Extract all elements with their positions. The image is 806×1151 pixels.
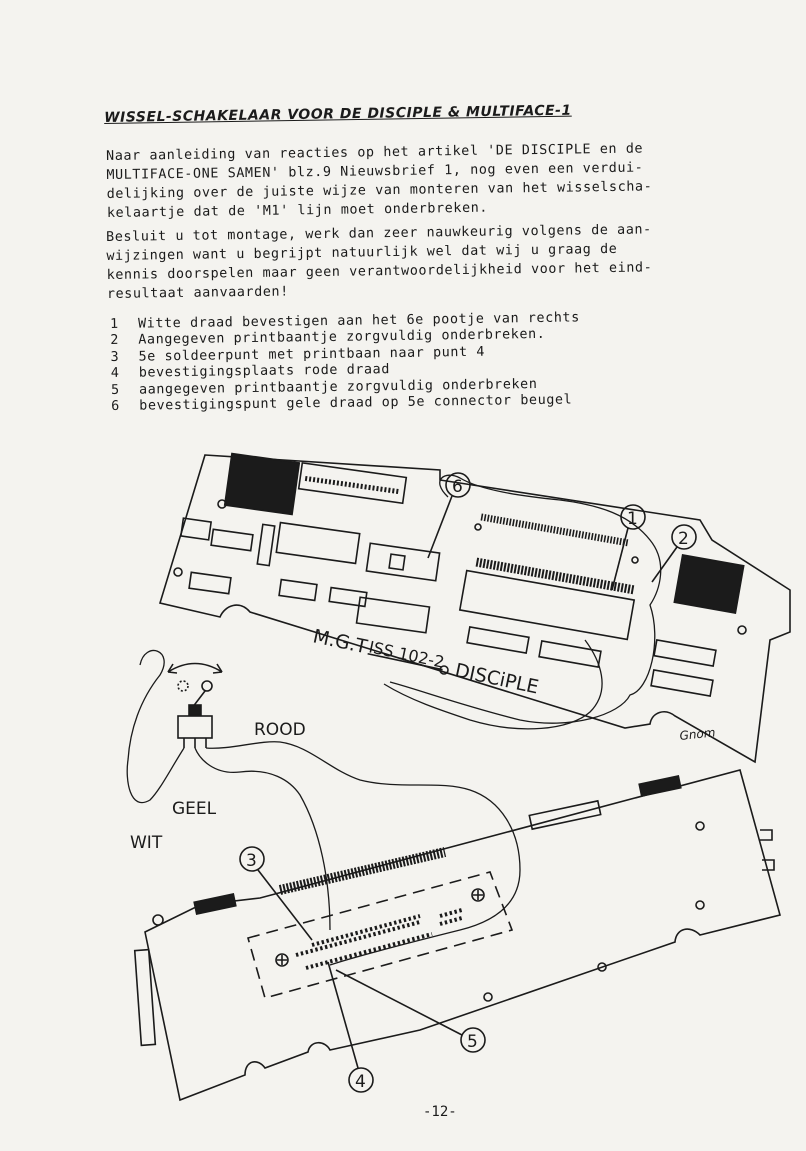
chip: [189, 572, 231, 593]
chip: [651, 670, 713, 696]
wire-label-white: WIT: [130, 833, 163, 853]
chip: [654, 640, 716, 666]
wires: [127, 475, 661, 965]
mounting-hole: [484, 993, 492, 1001]
leader-line: [336, 970, 462, 1035]
toggle-switch: [168, 664, 222, 749]
chip: [467, 627, 529, 653]
lever-knob-alt: [178, 681, 188, 691]
paragraph-line: kelaartje dat de 'M1' lijn moet onderbreken.: [106, 200, 489, 221]
chip: [357, 597, 430, 632]
switch-terminals: [184, 738, 206, 748]
dsub-connector: [674, 555, 743, 613]
paragraph-line: MULTIFACE-ONE SAMEN' blz.9 Nieuwsbrief 1, nog even een verdui-: [106, 160, 644, 183]
edge-connector-pins: [280, 852, 445, 890]
paragraph-line: resultaat aanvaarden!: [106, 284, 289, 302]
warning-paragraph: [106, 219, 747, 304]
rear-connector-pins: [481, 517, 629, 543]
paragraph-line: wijzingen want u begrijpt natuurlijk wel dat wij u graag de: [106, 241, 618, 264]
step-number: 4: [110, 366, 120, 382]
paragraph-line: Naar aanleiding van reacties op het artikel 'DE DISCIPLE en de: [106, 141, 644, 164]
chip: [539, 641, 601, 667]
mounting-hole: [738, 626, 746, 634]
board-label: DISCiPLE: [452, 659, 541, 699]
wire-label-yellow: GEEL: [172, 799, 217, 819]
mounting-hole: [696, 822, 704, 830]
steps-list: [110, 310, 581, 415]
dsub-connector: [225, 454, 300, 515]
step-number: 3: [110, 349, 120, 365]
leader-line: [428, 496, 452, 558]
chip: [366, 543, 439, 580]
solder-pads-row: [296, 922, 420, 955]
page-number: -12-: [423, 1104, 457, 1120]
mounting-hole: [174, 568, 182, 576]
callout-number: 4: [355, 1072, 366, 1092]
mounting-hole: [632, 557, 638, 563]
step-number: 1: [110, 316, 119, 332]
chip: [276, 523, 359, 564]
paragraph-line: kennis doorspelen maar geen verantwoordelijkheid voor het eind-: [106, 260, 653, 283]
screw-slot: [473, 890, 483, 900]
solder-pads-row: [440, 918, 462, 924]
callout-number: 1: [627, 509, 638, 529]
board-label: M.G.T: [310, 625, 370, 659]
wire-label-red: ROOD: [254, 720, 306, 740]
edge-connector: [299, 463, 407, 503]
step-text: 5e soldeerpunt met printbaan naar punt 4: [138, 344, 486, 365]
step-text: bevestigingspunt gele draad op 5e connector beugel: [139, 392, 573, 414]
step-number: 5: [110, 382, 120, 398]
lever-knob: [202, 681, 212, 691]
article-title: WISSEL-SCHAKELAAR VOOR DE DISCIPLE & MULTIFACE-1: [104, 102, 572, 126]
mounting-hole: [153, 915, 163, 925]
callout-number: 3: [246, 851, 257, 871]
step-text: Aangegeven printbaantje zorgvuldig onderbreken.: [138, 327, 546, 349]
board-outline: [145, 770, 780, 1100]
solder-pads-row: [440, 910, 462, 916]
chip: [211, 529, 253, 550]
callout-number: 5: [467, 1032, 478, 1052]
step-text: aangegeven printbaantje zorgvuldig onderbreken: [138, 376, 538, 398]
solder-pads-row: [306, 934, 432, 968]
signature: Gnom: [678, 725, 717, 743]
intro-paragraph: [106, 138, 747, 223]
disciple-board: [160, 454, 790, 762]
multiface-board: [135, 770, 780, 1100]
step-number: 2: [110, 333, 120, 349]
top-slot: [529, 801, 600, 829]
connector-pins: [305, 478, 399, 491]
chip-socket: [389, 554, 405, 570]
connector-block: [194, 894, 236, 914]
callouts: [240, 473, 696, 1092]
screw-slot: [277, 955, 287, 965]
step-text: bevestigingsplaats rode draad: [138, 362, 391, 381]
mounting-hole: [475, 524, 481, 530]
paragraph-line: Besluit u tot montage, werk dan zeer nauwkeurig volgens de aan-: [106, 222, 652, 245]
mounting-hole: [696, 901, 704, 909]
callout-number: 2: [678, 529, 689, 549]
connector-block: [639, 776, 681, 796]
switch-neck: [189, 705, 201, 715]
leader-line: [328, 962, 358, 1068]
chip: [257, 524, 274, 565]
paragraph-line: delijking over de juiste wijze van monteren van het wisselscha-: [106, 179, 653, 202]
step-number: 6: [111, 398, 121, 415]
chip: [279, 580, 317, 601]
leader-line: [652, 547, 677, 582]
board-label: ISS 102-2: [367, 637, 447, 672]
movement-arrow: [168, 664, 222, 673]
wiring-diagram: [0, 430, 806, 1110]
switch-housing: [178, 716, 212, 738]
step-text: Witte draad bevestigen aan het 6e pootje van rechts: [137, 310, 580, 332]
callout-number: 6: [452, 477, 463, 497]
